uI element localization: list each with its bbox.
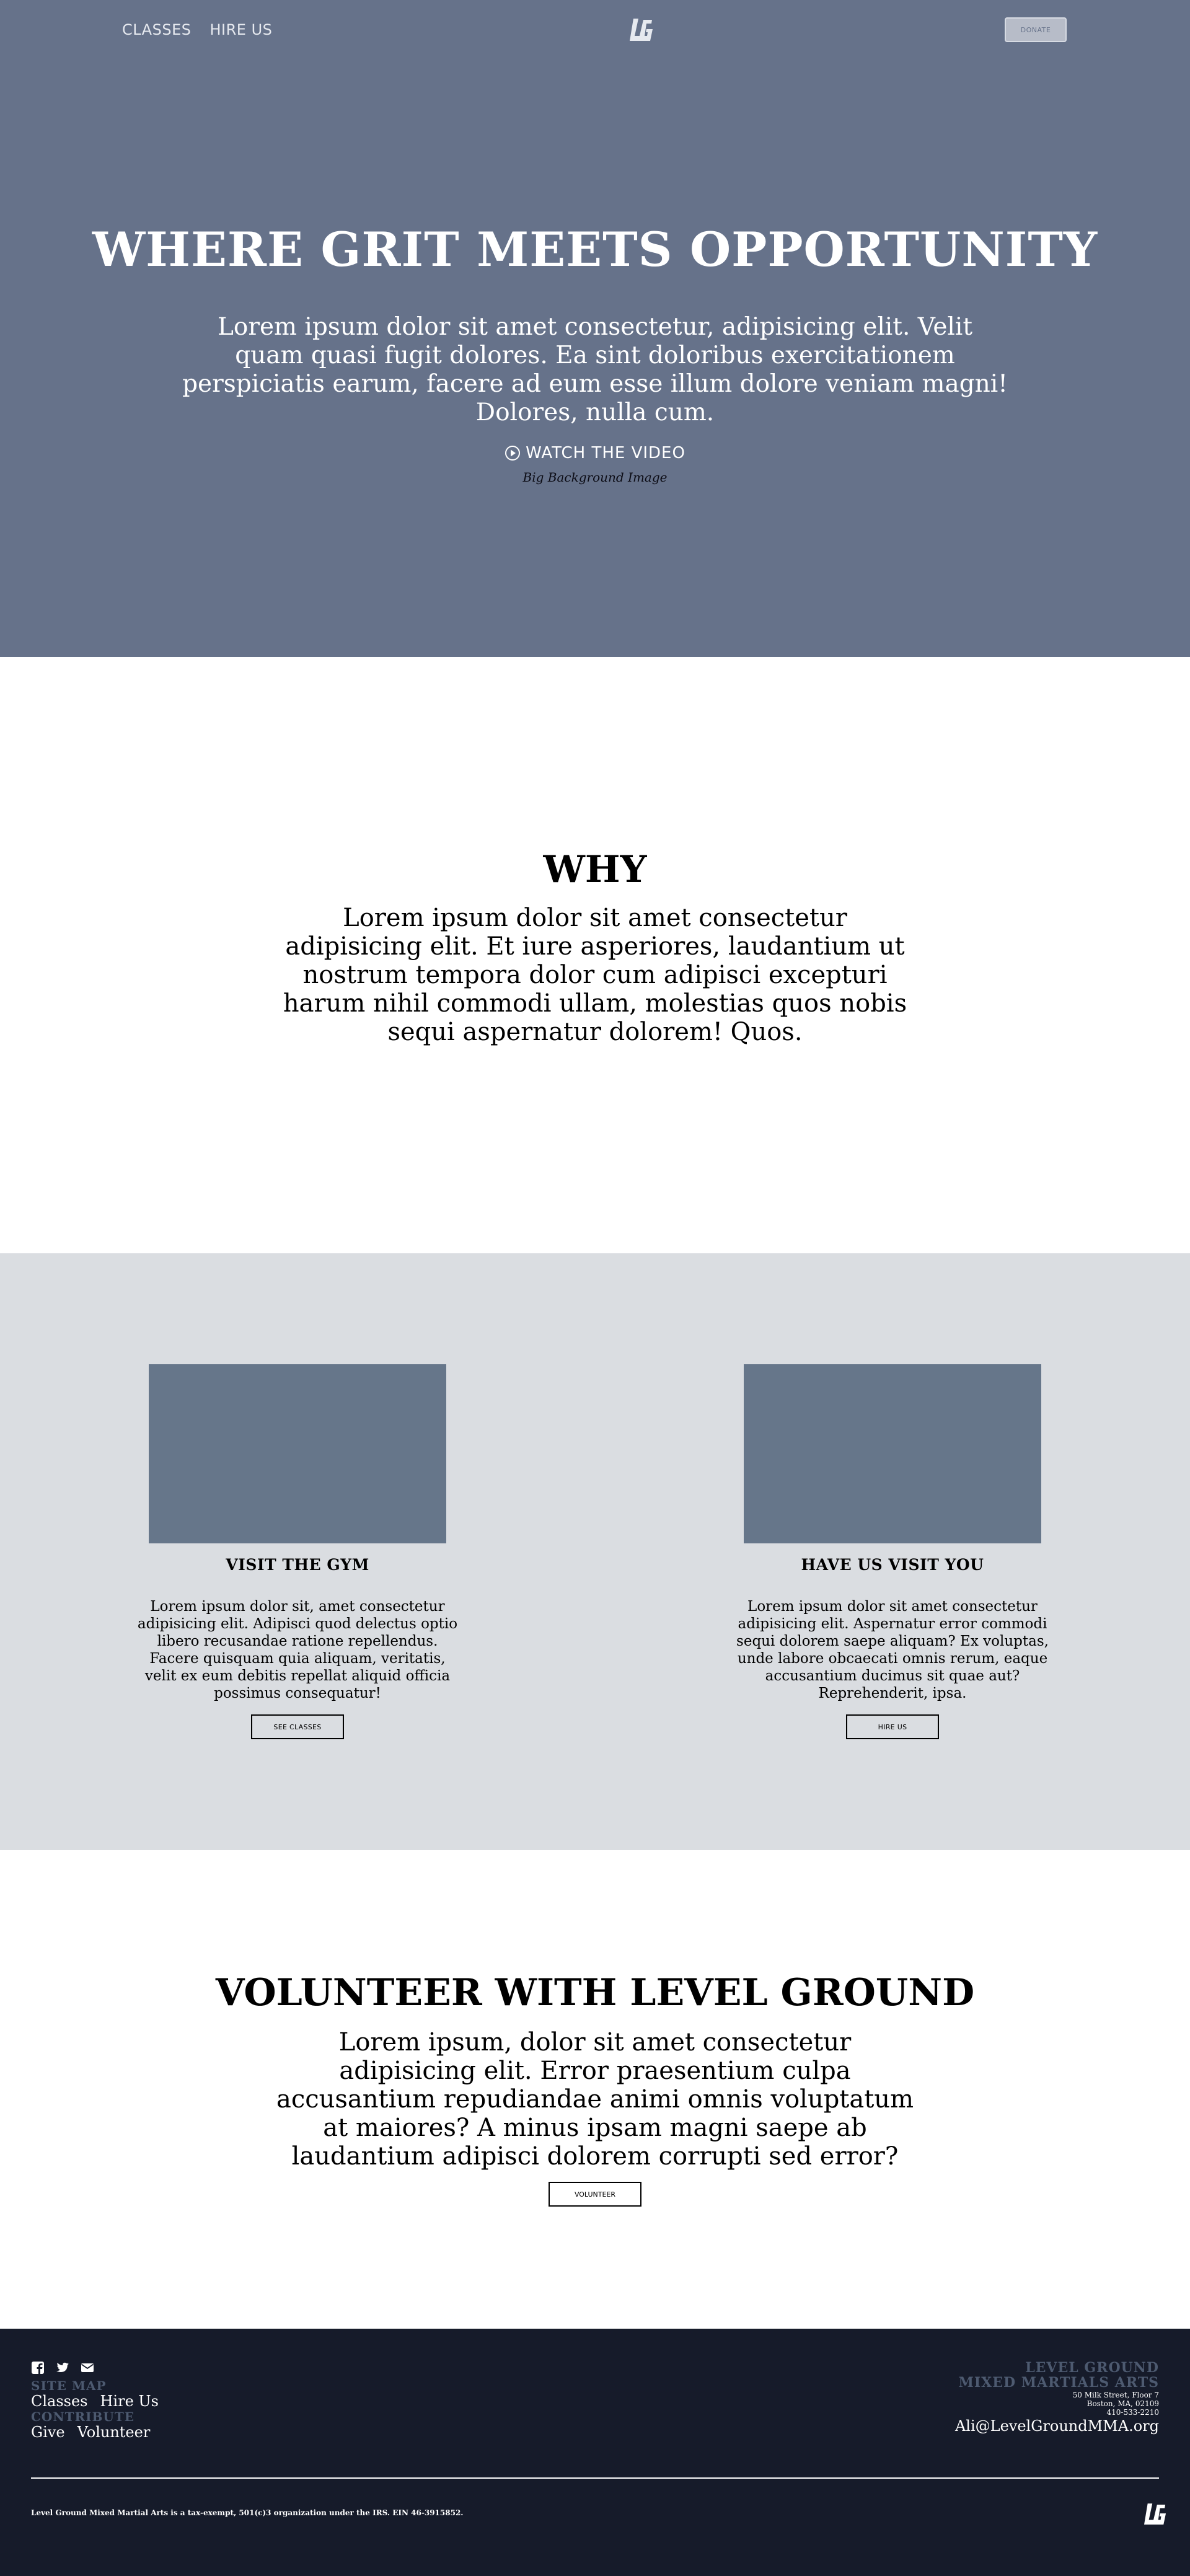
volunteer-button[interactable]: VOLUNTEER bbox=[549, 2182, 641, 2207]
hero-description: Lorem ipsum dolor sit amet consectetur, adipisicing elit. Velit quam quasi fugit dolores. Ea sint doloribus exercitationem perspiciatis earum, facere ad eum esse illum dolore veniam magni! Dolores, nulla cum. bbox=[182, 313, 1008, 426]
why-text: Lorem ipsum dolor sit amet consectetur adipisicing elit. Et iure asperiores, laudantium ut nostrum tempora dolor cum adipisci excepturi harum nihil commodi ullam, molestias quos nobis sequi aspernatur dolorem! Quos. bbox=[283, 904, 907, 1046]
level-ground-logo-icon[interactable] bbox=[630, 17, 653, 42]
nav-link-hire-us[interactable]: HIRE US bbox=[209, 21, 273, 38]
volunteer-text: Lorem ipsum, dolor sit amet consectetur adipisicing elit. Error praesentium culpa accusantium repudiandae animi omnis voluptatum at maiores? A minus ipsam magni saepe ab laudantium adipisci dolorem corrupti sed error? bbox=[276, 2028, 914, 2171]
why-heading: WHY bbox=[543, 848, 647, 891]
social-links bbox=[31, 2361, 94, 2375]
watch-video-link[interactable] bbox=[0, 444, 1190, 462]
play-circle-icon bbox=[505, 445, 521, 461]
main-nav bbox=[122, 21, 272, 38]
hero-section bbox=[0, 0, 1190, 657]
footer-link-classes[interactable]: Classes bbox=[31, 2393, 88, 2410]
background-image-caption: Big Background Image bbox=[522, 470, 668, 485]
see-classes-button[interactable]: SEE CLASSES bbox=[251, 1714, 344, 1739]
twitter-icon[interactable] bbox=[56, 2361, 69, 2375]
legal-notice: Level Ground Mixed Martial Arts is a tax-exempt, 501(c)3 organization under the IRS. EIN 46-3915852. bbox=[31, 2508, 464, 2517]
hire-us-button[interactable]: HIRE US bbox=[846, 1714, 939, 1739]
contact-email-link[interactable]: Ali@LevelGroundMMA.org bbox=[954, 2417, 1159, 2435]
email-icon[interactable] bbox=[81, 2361, 94, 2375]
facebook-icon[interactable] bbox=[31, 2361, 45, 2375]
card-text: Lorem ipsum dolor sit amet consectetur adipisicing elit. Aspernatur error commodi sequi dolorem saepe aliquam? Ex voluptas, unde labore obcaecati omnis rerum, eaque accusantium ducimus sit quae aut? Reprehenderit, ipsa. bbox=[736, 1599, 1049, 1701]
nav-link-classes[interactable]: CLASSES bbox=[122, 21, 192, 38]
footer-link-give[interactable]: Give bbox=[31, 2424, 65, 2441]
footer-link-hire-us[interactable]: Hire Us bbox=[100, 2393, 159, 2410]
card-title: HAVE US VISIT YOU bbox=[801, 1556, 984, 1574]
contribute-heading: CONTRIBUTE bbox=[31, 2409, 134, 2424]
site-footer bbox=[0, 2329, 1190, 2576]
address-city: Boston, MA, 02109 bbox=[1086, 2399, 1159, 2408]
card-text: Lorem ipsum dolor sit, amet consectetur adipisicing elit. Adipisci quod delectus optio libero recusandae ratione repellendus. Facere quisquam quia aliquam, veritatis, velit ex eum debitis repellat aliquid officia possimus consequatur! bbox=[137, 1599, 458, 1701]
visit-gym-image bbox=[149, 1364, 446, 1543]
footer-divider bbox=[31, 2477, 1159, 2479]
address-street: 50 Milk Street, Floor 7 bbox=[1072, 2391, 1159, 2399]
services-section bbox=[0, 1253, 1190, 1850]
hero-title: WHERE GRIT MEETS OPPORTUNITY bbox=[92, 222, 1098, 277]
watch-video-label: WATCH THE VIDEO bbox=[526, 444, 685, 462]
footer-link-volunteer[interactable]: Volunteer bbox=[77, 2424, 151, 2441]
org-name-line2: MIXED MARTIALS ARTS bbox=[958, 2375, 1159, 2391]
site-map-heading: SITE MAP bbox=[31, 2378, 107, 2393]
phone-number: 410-533-2210 bbox=[1106, 2408, 1159, 2417]
card-title: VISIT THE GYM bbox=[226, 1556, 369, 1574]
donate-button[interactable]: DONATE bbox=[1005, 17, 1067, 42]
site-map-links bbox=[31, 2393, 159, 2410]
visit-you-image bbox=[744, 1364, 1041, 1543]
level-ground-footer-logo-icon[interactable] bbox=[1144, 2502, 1166, 2526]
volunteer-heading: VOLUNTEER WITH LEVEL GROUND bbox=[215, 1971, 975, 2014]
contribute-links bbox=[31, 2424, 150, 2441]
org-name-line1: LEVEL GROUND bbox=[1025, 2360, 1159, 2376]
